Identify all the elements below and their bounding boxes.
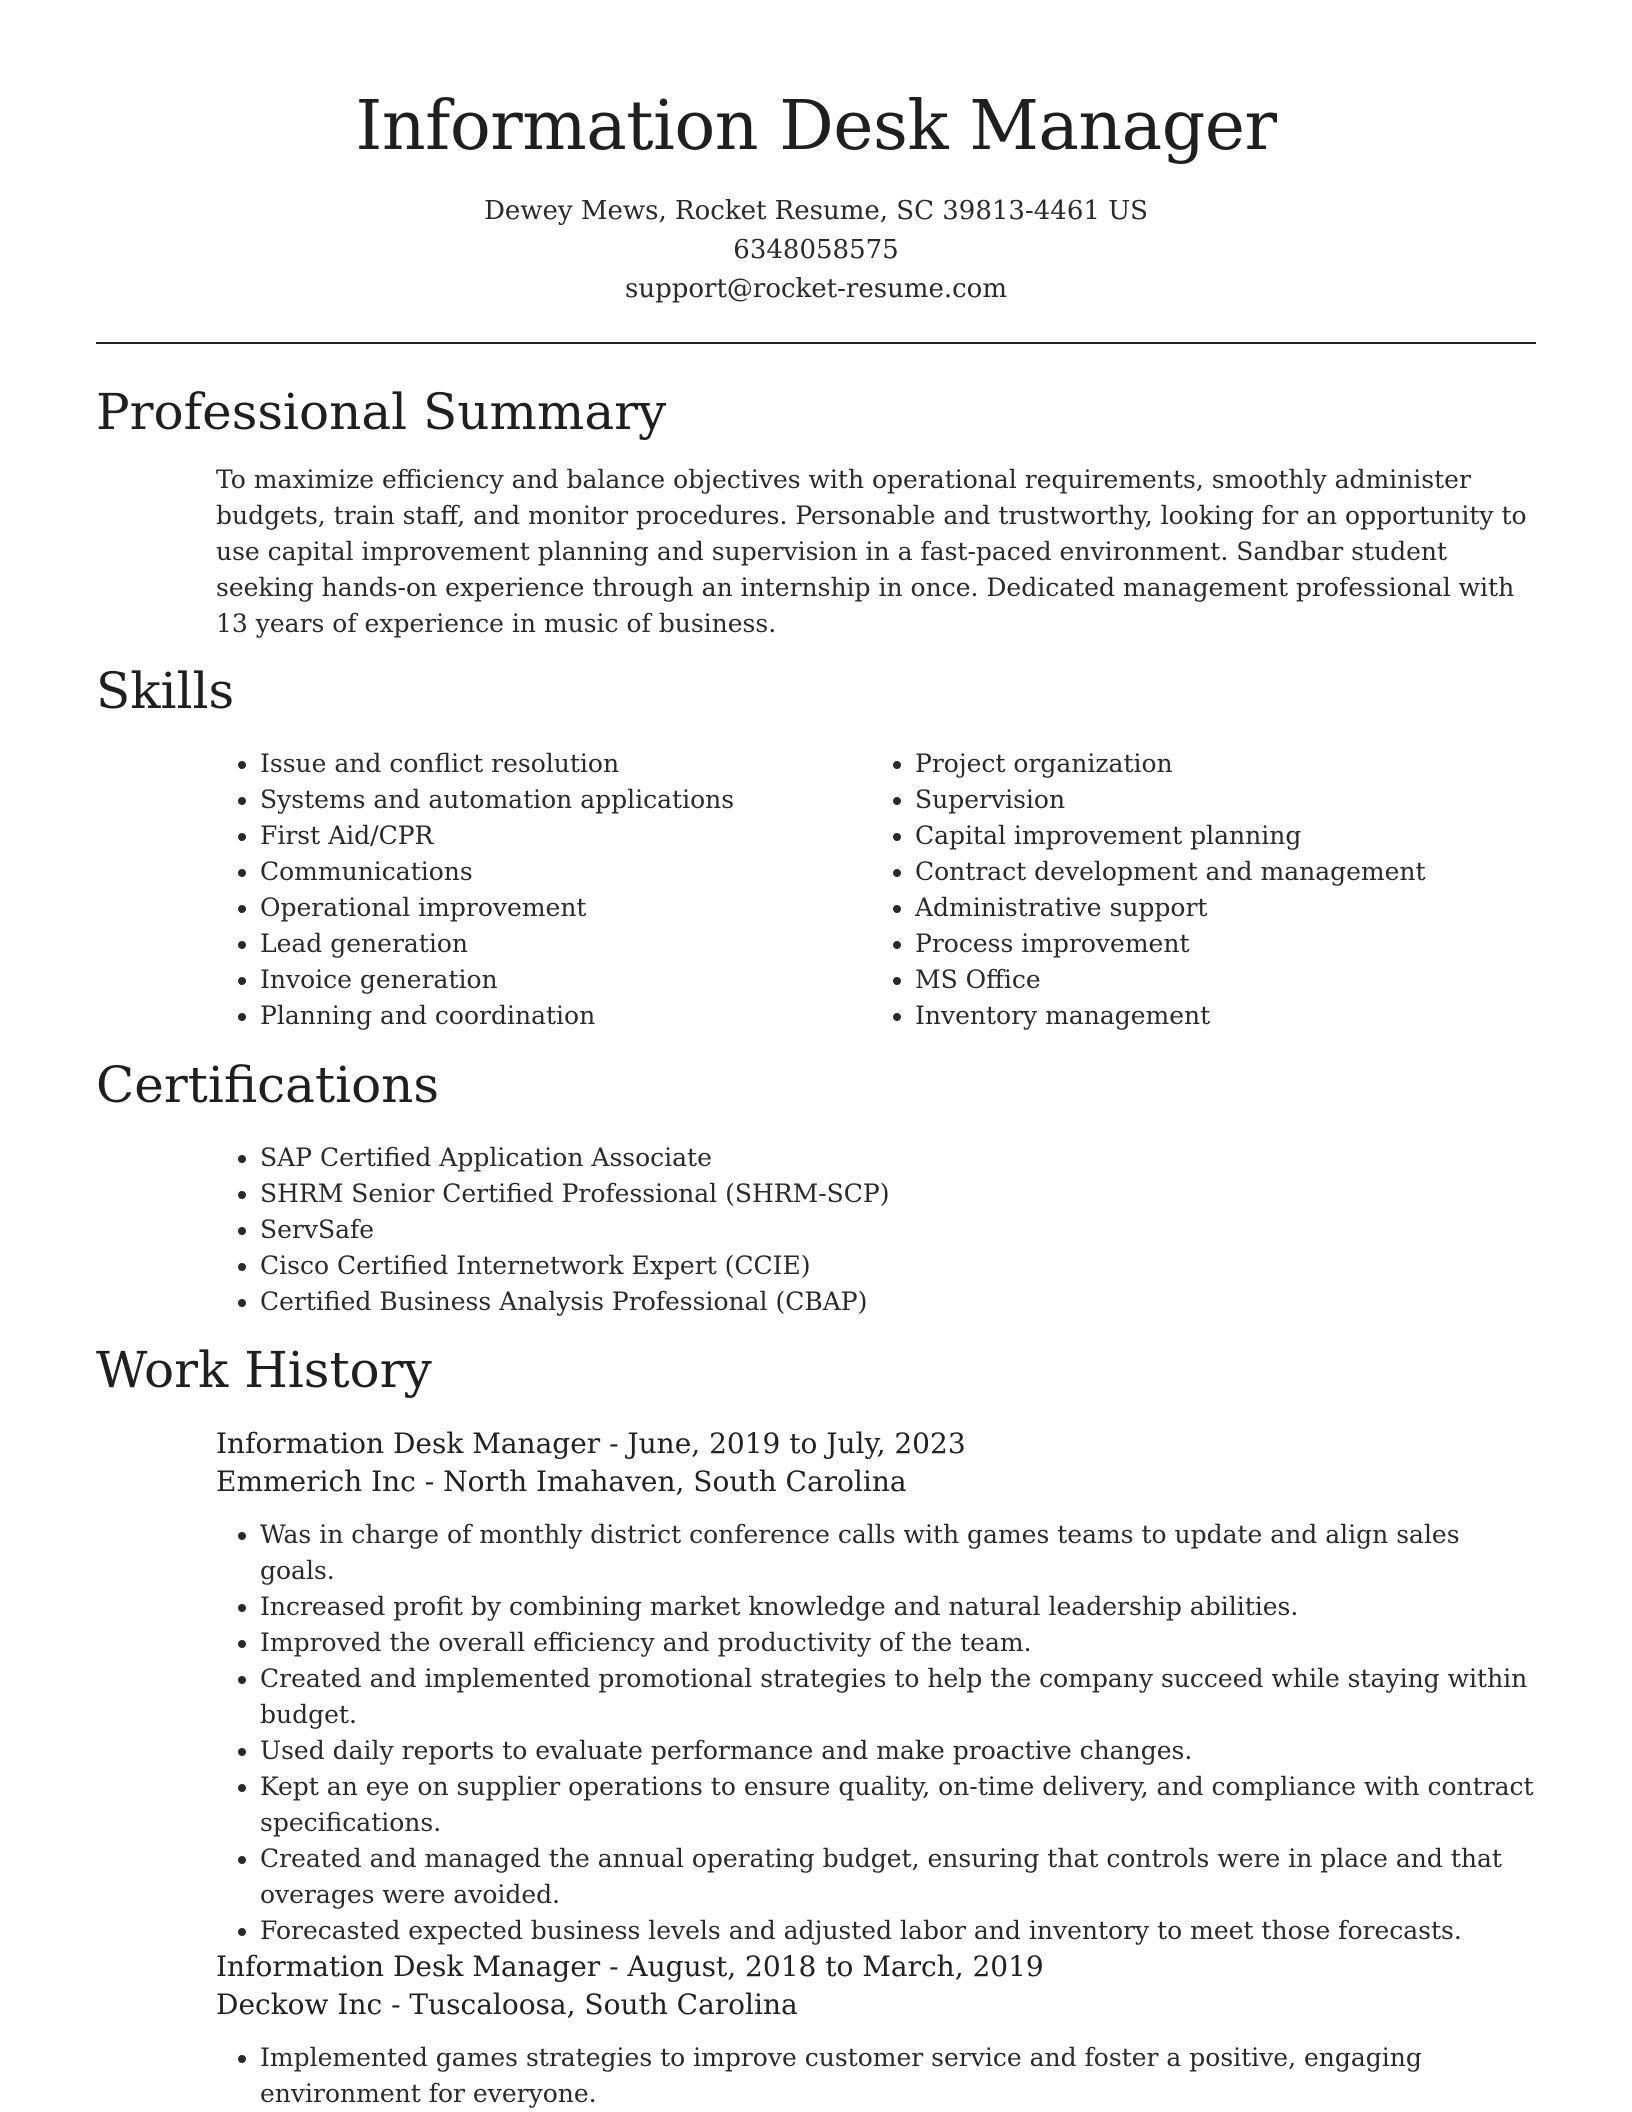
job-duties-list: [216, 2040, 1536, 2112]
skill-item: • Planning and coordination: [260, 998, 871, 1034]
header-divider: [96, 342, 1536, 344]
skill-item: • Operational improvement: [260, 890, 871, 926]
skill-item: • Issue and conflict resolution: [260, 746, 871, 782]
skill-item: • MS Office: [915, 962, 1526, 998]
skills-heading: Skills: [96, 662, 235, 720]
skill-item: • Administrative support: [915, 890, 1526, 926]
certification-item: • SHRM Senior Certified Professional (SHRM-SCP): [260, 1176, 890, 1212]
job-entry: [216, 1425, 1536, 1949]
job-duty: • Created and implemented promotional strategies to help the company succeed while staying within budget.: [260, 1661, 1536, 1733]
resume-header: [0, 0, 1632, 309]
skill-item: • Lead generation: [260, 926, 871, 962]
contact-address: Dewey Mews, Rocket Resume, SC 39813-4461 US: [484, 196, 1148, 226]
skills-columns: [216, 746, 1526, 1034]
job-duty: • Forecasted expected business levels and adjusted labor and inventory to meet those forecasts.: [260, 1913, 1536, 1949]
skill-item: • Systems and automation applications: [260, 782, 871, 818]
contact-phone: 6348058575: [733, 235, 899, 265]
job-duty: • Kept an eye on supplier operations to ensure quality, on-time delivery, and compliance with contract specifications.: [260, 1769, 1536, 1841]
job-company-line: Emmerich Inc - North Imahaven, South Carolina: [216, 1465, 907, 1498]
certifications-block: [216, 1140, 890, 1320]
certifications-heading: Certifications: [96, 1056, 440, 1114]
certification-item: • SAP Certified Application Associate: [260, 1140, 890, 1176]
summary-text: To maximize efficiency and balance objectives with operational requirements, smoothly administer budgets, train staff, and monitor procedures. Personable and trustworthy, looking for an opportunity to use capital improvement planning and supervision in a fast-paced environment. Sandbar student seeking hands-on experience through an internship in once. Dedicated management professional with 13 years of experience in music of business.: [216, 465, 1527, 638]
skill-item: • Communications: [260, 854, 871, 890]
job-duty: • Created and managed the annual operating budget, ensuring that controls were in place and that overages were avoided.: [260, 1841, 1536, 1913]
skill-item: • Project organization: [915, 746, 1526, 782]
skill-item: • Process improvement: [915, 926, 1526, 962]
job-duty: • Implemented games strategies to improve customer service and foster a positive, engaging environment for everyone.: [260, 2040, 1536, 2112]
skills-list-right: [871, 746, 1526, 1034]
skill-item: • Supervision: [915, 782, 1526, 818]
job-duties-list: [216, 1517, 1536, 1949]
work-history-heading: Work History: [96, 1341, 432, 1399]
job-duty: • Increased profit by combining market knowledge and natural leadership abilities.: [260, 1589, 1536, 1625]
contact-email: support@rocket-resume.com: [624, 274, 1007, 304]
job-duty: • Used daily reports to evaluate performance and make proactive changes.: [260, 1733, 1536, 1769]
skill-item: • Inventory management: [915, 998, 1526, 1034]
certifications-list: [216, 1140, 890, 1320]
certification-item: • Cisco Certified Internetwork Expert (CCIE): [260, 1248, 890, 1284]
job-company-line: Deckow Inc - Tuscaloosa, South Carolina: [216, 1988, 798, 2021]
resume-title: Information Desk Manager: [355, 87, 1277, 166]
skill-item: • Capital improvement planning: [915, 818, 1526, 854]
job-title-line: Information Desk Manager - June, 2019 to July, 2023: [216, 1427, 966, 1460]
contact-info: [0, 192, 1632, 309]
skills-list-left: [216, 746, 871, 1034]
skill-item: • Contract development and management: [915, 854, 1526, 890]
job-duty: • Was in charge of monthly district conference calls with games teams to update and align sales goals.: [260, 1517, 1536, 1589]
skill-item: • Invoice generation: [260, 962, 871, 998]
certification-item: • ServSafe: [260, 1212, 890, 1248]
job-entry: [216, 1948, 1536, 2112]
summary-heading: Professional Summary: [96, 383, 667, 441]
skill-item: • First Aid/CPR: [260, 818, 871, 854]
certification-item: • Certified Business Analysis Professional (CBAP): [260, 1284, 890, 1320]
job-title-line: Information Desk Manager - August, 2018 to March, 2019: [216, 1950, 1044, 1983]
job-duty: • Improved the overall efficiency and productivity of the team.: [260, 1625, 1536, 1661]
